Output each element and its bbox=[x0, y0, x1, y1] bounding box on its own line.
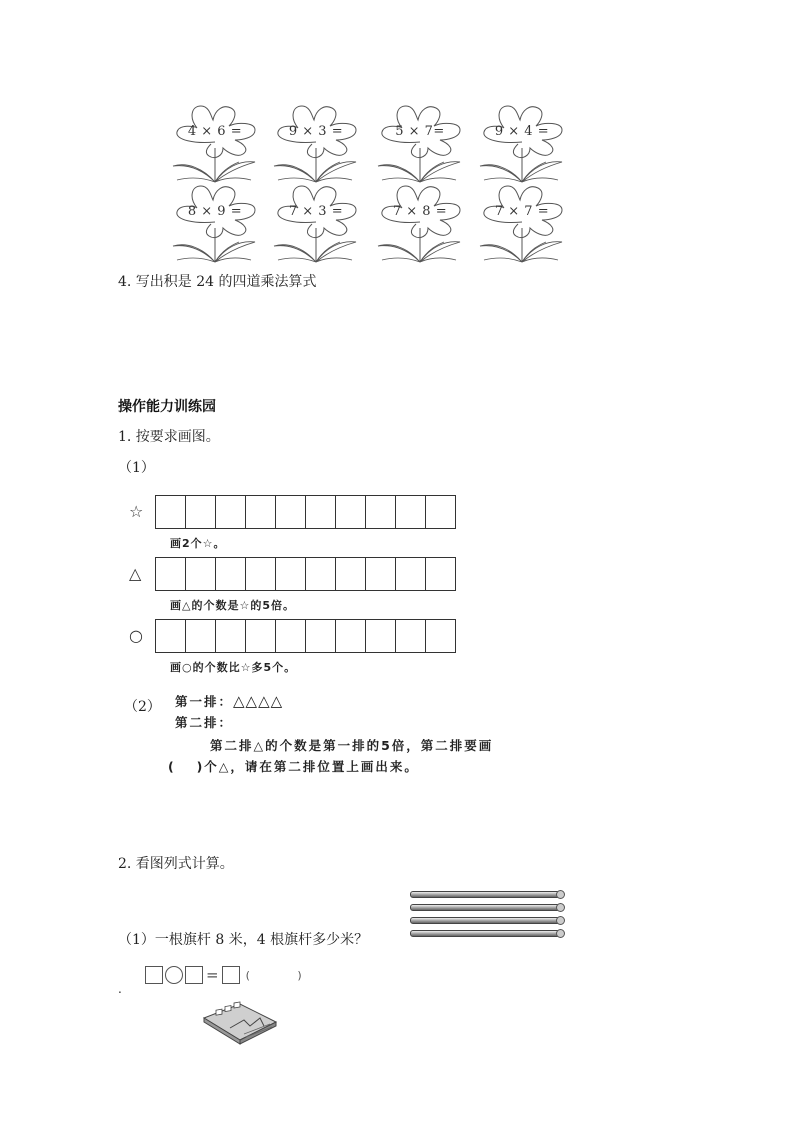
row-1-label bbox=[175, 692, 283, 710]
drawing-grid bbox=[155, 495, 456, 529]
drawing-cell[interactable] bbox=[396, 495, 426, 529]
drawing-cell[interactable] bbox=[276, 619, 306, 653]
flagpole-icon bbox=[410, 904, 560, 911]
drawing-cell[interactable] bbox=[396, 619, 426, 653]
drawing-cell[interactable] bbox=[186, 495, 216, 529]
answer-formula bbox=[145, 966, 324, 984]
stray-dot: . bbox=[118, 982, 122, 996]
drawing-cell[interactable] bbox=[426, 619, 456, 653]
drawing-cell[interactable] bbox=[426, 495, 456, 529]
drawing-grid bbox=[155, 619, 456, 653]
question-4-text: 4. 写出积是 24 的四道乘法算式 bbox=[118, 274, 317, 290]
drawing-cell[interactable] bbox=[336, 495, 366, 529]
flower-equation-text[interactable]: 8 × 9 = bbox=[187, 204, 243, 219]
part-2-instruction-line-2: ( )个△，请在第二排位置上画出来。 bbox=[168, 759, 419, 774]
flower-icon bbox=[370, 180, 470, 264]
question-4-answer-area[interactable] bbox=[118, 292, 518, 372]
part-2-instruction-line-1: 第二排△的个数是第一排的5倍，第二排要画 bbox=[210, 738, 494, 753]
drawing-cell[interactable] bbox=[246, 495, 276, 529]
row-2-label: 第二排： bbox=[175, 715, 234, 730]
flower-equation-text[interactable]: 7 × 7 = bbox=[494, 204, 550, 219]
flagpole-icon bbox=[410, 891, 560, 898]
drawing-cell[interactable] bbox=[396, 557, 426, 591]
drawing-hint: 画○的个数比☆多5个。 bbox=[170, 661, 297, 674]
drawing-cell[interactable] bbox=[366, 557, 396, 591]
drawing-cell[interactable] bbox=[216, 557, 246, 591]
formula-box-operand-2[interactable] bbox=[185, 966, 203, 984]
flower-icon bbox=[165, 100, 265, 184]
flower-equation-text[interactable]: 5 × 7= bbox=[395, 124, 445, 139]
flower-icon bbox=[266, 180, 366, 264]
drawing-cell[interactable] bbox=[276, 495, 306, 529]
drawing-grid bbox=[155, 557, 456, 591]
flower-icon bbox=[370, 100, 470, 184]
drawing-hint: 画△的个数是☆的5倍。 bbox=[170, 599, 295, 612]
flower-equation-card bbox=[266, 180, 366, 264]
flower-equation-card bbox=[165, 180, 265, 264]
drawing-cell[interactable] bbox=[156, 557, 186, 591]
task-2-title: 2. 看图列式计算。 bbox=[118, 856, 234, 872]
drawing-cell[interactable] bbox=[246, 557, 276, 591]
circle-icon: ○ bbox=[129, 626, 143, 645]
task-1-part-1-label: （1） bbox=[118, 460, 155, 476]
row-1-label-text: 第一排： bbox=[175, 694, 234, 709]
drawing-cell[interactable] bbox=[276, 557, 306, 591]
flower-equation-text[interactable]: 7 × 8 = bbox=[392, 204, 448, 219]
flower-icon bbox=[266, 100, 366, 184]
drawing-cell[interactable] bbox=[306, 557, 336, 591]
flower-equation-card bbox=[472, 100, 572, 184]
flower-equation-card bbox=[472, 180, 572, 264]
drawing-cell[interactable] bbox=[156, 619, 186, 653]
flower-icon bbox=[165, 180, 265, 264]
formula-box-operand-1[interactable] bbox=[145, 966, 163, 984]
section-heading: 操作能力训练园 bbox=[118, 399, 216, 415]
drawing-cell[interactable] bbox=[306, 495, 336, 529]
flower-equation-card bbox=[370, 180, 470, 264]
flower-equation-text[interactable]: 9 × 4 = bbox=[494, 124, 550, 139]
drawing-cell[interactable] bbox=[306, 619, 336, 653]
flower-icon bbox=[472, 100, 572, 184]
task-2-part-1-question: （1）一根旗杆 8 米，4 根旗杆多少米？ bbox=[118, 932, 369, 948]
triangle-icon: △ bbox=[129, 564, 142, 583]
drawing-cell[interactable] bbox=[426, 557, 456, 591]
drawing-cell[interactable] bbox=[216, 495, 246, 529]
drawing-cell[interactable] bbox=[366, 495, 396, 529]
flagpole-icon bbox=[410, 930, 560, 937]
flower-equation-text[interactable]: 4 × 6 = bbox=[187, 124, 243, 139]
formula-equals: = bbox=[206, 966, 219, 984]
drawing-cell[interactable] bbox=[156, 495, 186, 529]
book-icon bbox=[200, 1000, 280, 1049]
row-1-triangles: △△△△ bbox=[233, 692, 284, 710]
flower-equation-text[interactable]: 7 × 3 = bbox=[288, 204, 344, 219]
drawing-cell[interactable] bbox=[366, 619, 396, 653]
row-2-drawing-area[interactable] bbox=[240, 710, 540, 730]
flower-equation-text[interactable]: 9 × 3 = bbox=[288, 124, 344, 139]
drawing-cell[interactable] bbox=[336, 557, 366, 591]
drawing-cell[interactable] bbox=[216, 619, 246, 653]
flower-equation-card bbox=[165, 100, 265, 184]
drawing-cell[interactable] bbox=[186, 619, 216, 653]
flagpole-icon bbox=[410, 917, 560, 924]
task-1-part-2-label: （2） bbox=[124, 699, 161, 715]
flower-equation-card bbox=[266, 100, 366, 184]
drawing-hint: 画2个☆。 bbox=[170, 537, 226, 550]
formula-unit-paren[interactable]: ( ) bbox=[245, 968, 324, 982]
star-icon: ☆ bbox=[129, 502, 144, 521]
flower-equation-card bbox=[370, 100, 470, 184]
formula-circle-operator[interactable] bbox=[165, 966, 183, 984]
task-1-title: 1. 按要求画图。 bbox=[118, 429, 220, 445]
formula-box-result[interactable] bbox=[222, 966, 240, 984]
flower-icon bbox=[472, 180, 572, 264]
drawing-cell[interactable] bbox=[336, 619, 366, 653]
drawing-cell[interactable] bbox=[246, 619, 276, 653]
drawing-cell[interactable] bbox=[186, 557, 216, 591]
